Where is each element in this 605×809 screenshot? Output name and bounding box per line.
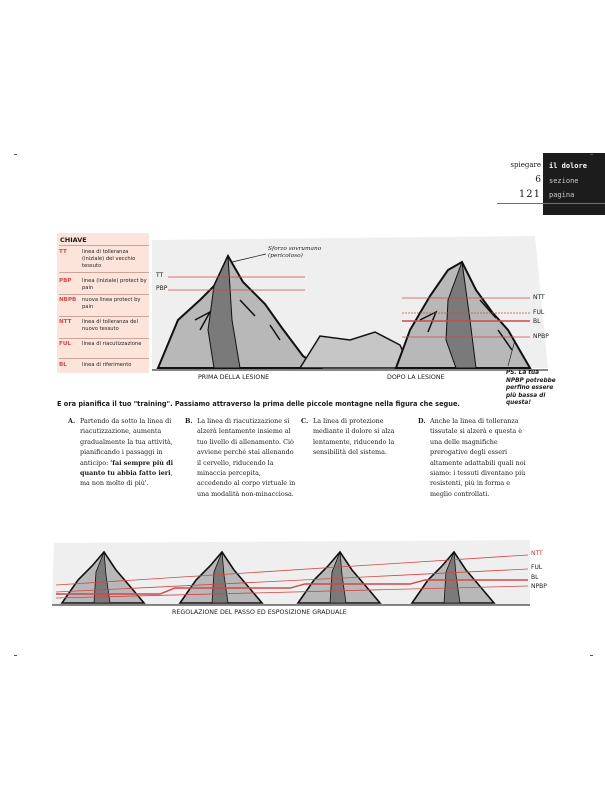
- key-desc: linea di riferimento: [82, 362, 132, 368]
- label-pbp: PBP: [156, 285, 168, 292]
- key-abbr: NBPB: [59, 297, 77, 303]
- key-desc: linea di riacutizzazione: [82, 341, 142, 347]
- crop-mark: [590, 154, 593, 155]
- key-abbr: BL: [59, 362, 67, 368]
- bottom-caption: REGOLAZIONE DEL PASSO ED ESPOSIZIONE GRADUALE: [172, 609, 347, 616]
- label-ntt: NTT: [533, 294, 545, 301]
- chapter-number: 6: [535, 175, 541, 185]
- step-letter: C.: [301, 417, 309, 425]
- crop-mark: [590, 655, 593, 656]
- bottom-label-ntt: NTT: [531, 550, 543, 557]
- key-title: CHIAVE: [60, 236, 87, 244]
- key-abbr: PBP: [59, 278, 72, 284]
- caption-after: DOPO LA LESIONE: [387, 374, 445, 381]
- intro-text: E ora pianifica il tuo "training". Passiamo attraverso la prima delle piccole montagne nella figura che segue.: [57, 400, 460, 408]
- key-abbr: FUL: [59, 341, 71, 347]
- step-text: La linea di protezione mediante il dolore si alza lentamente, riducendo la sensibilità del sistema.: [313, 417, 395, 457]
- step-letter: D.: [418, 417, 426, 425]
- label-ful: FUL: [533, 309, 545, 316]
- bottom-label-bl: BL: [531, 574, 539, 581]
- step-text: La linea di riacutizzazione si alzerà lentamente insieme al tuo livello di allenamento. Ciò avviene perché stai allenando il cervello, riducendo la minaccia percepita, accedendo al corpo virtuale in una modalità non-minacciosa.: [197, 417, 296, 498]
- step-text-end: , ma non molto di più'.: [80, 469, 173, 488]
- topic-label: il dolore: [549, 162, 587, 170]
- ps-note: PS. La tua NPBP potrebbe perfino essere più bassa di questa!: [506, 370, 556, 407]
- bottom-label-ful: FUL: [531, 564, 543, 571]
- page-label: pagina: [549, 191, 575, 199]
- key-desc: nuova linea protect by pain: [82, 297, 141, 310]
- bottom-label-npbp: NPBP: [531, 583, 547, 590]
- key-abbr: NTT: [59, 319, 72, 325]
- key-desc: linea di tolleranza del nuovo tessuto: [82, 319, 138, 332]
- label-bl: BL: [533, 318, 541, 325]
- step-text: Partendo da sotto la linea di riacutizzazione, aumenta gradualmente la tua attività, pianificando i passaggi in anticipo:: [80, 417, 173, 467]
- label-npbp: NPBP: [533, 333, 549, 340]
- step-letter: B.: [185, 417, 193, 425]
- caption-before: PRIMA DELLA LESIONE: [198, 374, 270, 381]
- key-desc: linea (iniziale) protect by pain: [82, 278, 147, 291]
- crop-mark: [14, 655, 17, 656]
- key-abbr: TT: [59, 249, 67, 255]
- key-desc: linea di tolleranza (iniziale) del vecchio tessuto: [82, 249, 136, 269]
- crop-mark: [14, 154, 17, 155]
- section-label: sezione: [549, 177, 579, 185]
- annotation-text: Sforzo sovrumano (pericoloso): [268, 246, 322, 259]
- step-text-bold: 'fai sempre più di quanto tu abbia fatto ieri: [80, 458, 174, 478]
- page-number: 121: [518, 189, 541, 200]
- step-text: Anche la linea di tolleranza tissutale si alzerà e questa è una delle magnifiche prerogative degli esseri altamente adattabili quali noi siamo: i tessuti diventano più resistenti, più in forma e meglio controllati.: [430, 417, 526, 498]
- label-tt: TT: [156, 272, 164, 279]
- spiegare-label: spiegare: [510, 161, 541, 169]
- step-letter: A.: [68, 417, 76, 425]
